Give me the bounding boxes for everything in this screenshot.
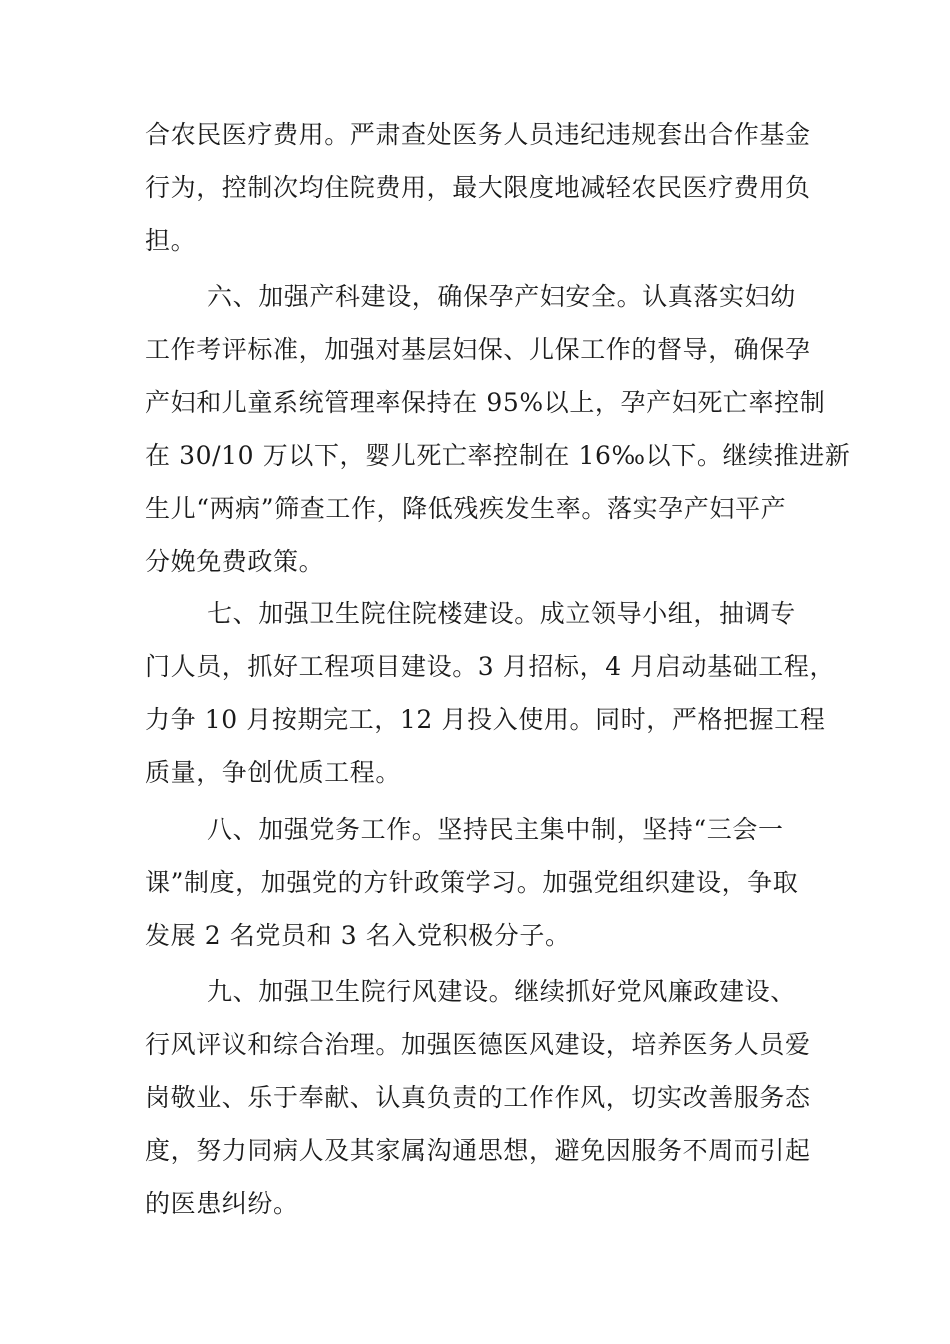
text-line: 度，努力同病人及其家属沟通思想，避免因服务不周而引起 — [145, 1136, 811, 1165]
text-line: 合农民医疗费用。严肃查处医务人员违纪违规套出合作基金 — [145, 120, 811, 149]
text-line: 分娩免费政策。 — [145, 547, 325, 576]
paragraph-obstetrics — [145, 270, 851, 588]
text-line: 门人员，抓好工程项目建设。3 月招标，4 月启动基础工程， — [145, 652, 836, 681]
text-line: 课”制度，加强党的方针政策学习。加强党组织建设，争取 — [145, 868, 799, 897]
text-line: 九、加强卫生院行风建设。继续抓好党风廉政建设、 — [207, 977, 796, 1006]
text-line: 行风评议和综合治理。加强医德医风建设，培养医务人员爱 — [145, 1030, 811, 1059]
text-line: 力争 10 月按期完工，12 月投入使用。同时，严格把握工程 — [145, 705, 826, 734]
text-line: 担。 — [145, 226, 197, 255]
text-line: 岗敬业、乐于奉献、认真负责的工作作风，切实改善服务态 — [145, 1083, 811, 1112]
text-line: 八、加强党务工作。坚持民主集中制，坚持“三会一 — [207, 815, 784, 844]
text-line: 在 30/10 万以下，婴儿死亡率控制在 16‰以下。继续推进新 — [145, 441, 851, 470]
text-line: 行为，控制次均住院费用，最大限度地减轻农民医疗费用负 — [145, 173, 811, 202]
paragraph-medical-costs — [145, 108, 825, 267]
text-line: 七、加强卫生院住院楼建设。成立领导小组，抽调专 — [207, 599, 796, 628]
paragraph-inpatient-building — [145, 587, 836, 799]
text-line: 的医患纠纷。 — [145, 1189, 299, 1218]
text-line: 生儿“两病”筛查工作，降低残疾发生率。落实孕产妇平产 — [145, 494, 787, 523]
paragraph-conduct — [145, 965, 825, 1230]
text-line: 质量，争创优质工程。 — [145, 758, 402, 787]
paragraph-party-affairs — [145, 803, 825, 962]
text-line: 工作考评标准，加强对基层妇保、儿保工作的督导，确保孕 — [145, 335, 811, 364]
text-line: 产妇和儿童系统管理率保持在 95%以上，孕产妇死亡率控制 — [145, 388, 826, 417]
text-line: 六、加强产科建设，确保孕产妇安全。认真落实妇幼 — [207, 282, 796, 311]
text-line: 发展 2 名党员和 3 名入党积极分子。 — [145, 921, 571, 950]
